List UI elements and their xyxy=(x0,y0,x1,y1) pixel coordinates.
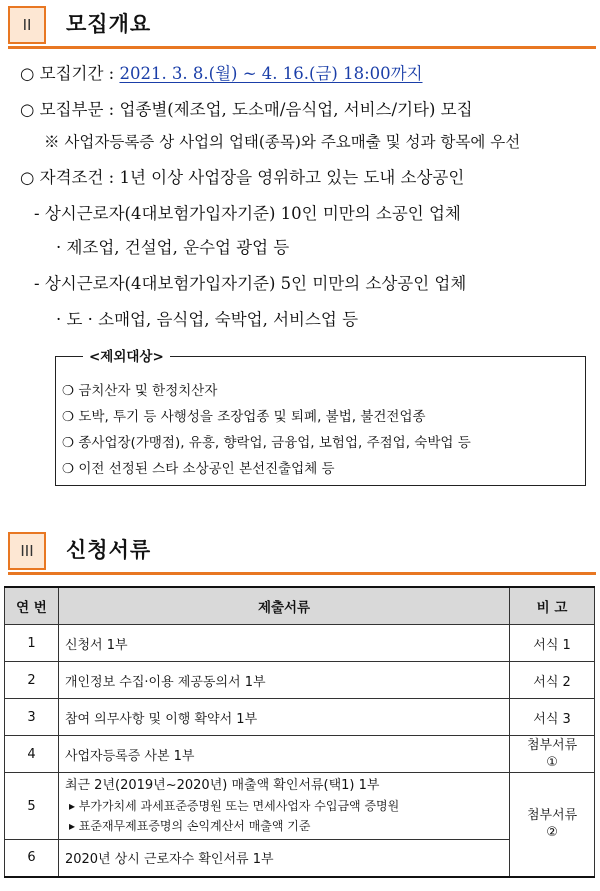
section-divider xyxy=(8,46,596,49)
row-doc-sub: ▸ 표준재무제표증명의 손익계산서 매출액 기준 xyxy=(68,819,311,833)
row-doc: 사업자등록증 사본 1부 xyxy=(58,736,509,773)
header-note: 비 고 xyxy=(510,587,595,625)
row-note-line: ① xyxy=(546,755,558,770)
recruit-division: ○ 모집부문 : 업종별(제조업, 도소매/음식업, 서비스/기타) 모집 xyxy=(20,100,473,119)
table-row xyxy=(5,773,595,840)
table-row xyxy=(5,699,595,736)
table-row xyxy=(5,662,595,699)
table-row xyxy=(5,840,595,877)
row-doc: 개인정보 수집·이용 제공동의서 1부 xyxy=(58,662,509,699)
row-doc-main: 최근 2년(2019년~2020년) 매출액 확인서류(택1) 1부 xyxy=(64,778,380,793)
section-header-documents xyxy=(8,532,596,570)
exclusion-item: ❍ 종사업장(가맹점), 유흥, 향락업, 금융업, 보험업, 주점업, 숙박업 등 xyxy=(62,435,471,451)
exclusion-title: <제외대상> xyxy=(83,345,170,365)
qual-item: - 상시근로자(4대보험가입자기준) 5인 미만의 소상공인 업체 xyxy=(34,274,467,293)
row-note xyxy=(510,773,595,877)
header-doc: 제출서류 xyxy=(58,587,509,625)
header-no: 연 번 xyxy=(5,587,59,625)
row-doc: 2020년 상시 근로자수 확인서류 1부 xyxy=(58,840,509,877)
section-number: III xyxy=(8,532,46,570)
recruit-period xyxy=(20,60,423,84)
row-note-line: 첨부서류 xyxy=(526,808,578,824)
row-doc xyxy=(58,773,509,840)
qual-item: · 제조업, 건설업, 운수업 광업 등 xyxy=(56,238,290,257)
recruit-division-note: ※ 사업자등록증 상 사업의 업태(종목)와 주요매출 및 성과 항목에 우선 xyxy=(44,133,521,151)
table-row xyxy=(5,736,595,773)
exclusion-item: ❍ 금치산자 및 한정치산자 xyxy=(62,383,218,399)
row-note xyxy=(510,736,595,773)
documents-table xyxy=(4,586,595,878)
table-header-row xyxy=(5,587,595,625)
row-no: 5 xyxy=(5,773,59,840)
recruit-period-label: ○ 모집기간 : xyxy=(20,64,120,83)
row-note-line: 첨부서류 xyxy=(526,738,578,753)
qual-item: - 상시근로자(4대보험가입자기준) 10인 미만의 소공인 업체 xyxy=(34,204,461,223)
exclusion-item: ❍ 도박, 투기 등 사행성을 조장업종 및 퇴폐, 불법, 불건전업종 xyxy=(62,409,426,425)
row-note: 서식 2 xyxy=(510,662,595,699)
row-note: 서식 3 xyxy=(510,699,595,736)
section-divider xyxy=(8,572,596,575)
row-doc-sub: ▸ 부가가치세 과세표준증명원 또는 면세사업자 수입금액 증명원 xyxy=(68,799,400,813)
qual-item: · 도 · 소매업, 음식업, 숙박업, 서비스업 등 xyxy=(56,310,359,329)
row-no: 1 xyxy=(5,625,59,662)
section-header-overview xyxy=(8,6,596,44)
row-no: 4 xyxy=(5,736,59,773)
section-title: 모집개요 xyxy=(66,12,152,36)
row-no: 3 xyxy=(5,699,59,736)
row-no: 6 xyxy=(5,840,59,877)
row-doc: 참여 의무사항 및 이행 확약서 1부 xyxy=(58,699,509,736)
recruit-period-value: 2021. 3. 8.(월) ~ 4. 16.(금) 18:00까지 xyxy=(119,64,423,83)
exclusion-item: ❍ 이전 선정된 스타 소상공인 본선진출업체 등 xyxy=(62,461,335,477)
section-number: II xyxy=(8,6,46,44)
section-title: 신청서류 xyxy=(66,538,152,562)
qualification: ○ 자격조건 : 1년 이상 사업장을 영위하고 있는 도내 소상공인 xyxy=(20,168,465,187)
row-doc: 신청서 1부 xyxy=(58,625,509,662)
row-no: 2 xyxy=(5,662,59,699)
row-note: 서식 1 xyxy=(510,625,595,662)
row-note-line: ② xyxy=(546,825,558,841)
table-row xyxy=(5,625,595,662)
